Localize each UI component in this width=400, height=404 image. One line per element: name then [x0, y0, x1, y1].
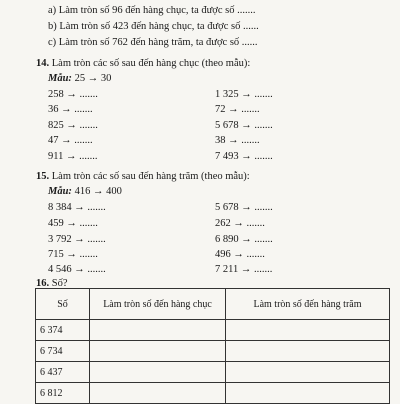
table-cell-tens-blank[interactable]: [90, 383, 226, 404]
q15-left-item: 3 792 → .......: [48, 234, 106, 245]
q13-part-c: c) Làm tròn số 762 đến hàng trăm, ta được số ......: [48, 37, 258, 48]
table-cell-hundreds-blank[interactable]: [226, 362, 390, 383]
table-header-tens: Làm tròn số đến hàng chục: [90, 289, 226, 320]
q14-left-item: 911 → .......: [48, 151, 98, 162]
q14-left-item: 825 → .......: [48, 120, 98, 131]
table-cell-hundreds-blank[interactable]: [226, 341, 390, 362]
q15-left-item: 4 546 → .......: [48, 264, 106, 275]
q15-right-item: 496 → .......: [215, 249, 265, 260]
table-cell-number: 6 812: [36, 383, 90, 404]
q15-title: Làm tròn các số sau đến hàng trăm (theo mẫu):: [51, 171, 250, 182]
table-row: [36, 341, 390, 362]
q16-title: Số?: [51, 278, 68, 289]
q15-heading: [36, 171, 250, 183]
table-row: [36, 383, 390, 404]
q15-right-item: 7 211 → .......: [215, 264, 273, 275]
rounding-table: [35, 288, 390, 404]
table-cell-hundreds-blank[interactable]: [226, 383, 390, 404]
q14-left-item: 47 → .......: [48, 135, 93, 146]
table-header-row: [36, 289, 390, 320]
table-cell-tens-blank[interactable]: [90, 362, 226, 383]
q15-left-item: 8 384 → .......: [48, 202, 106, 213]
table-cell-number: 6 374: [36, 320, 90, 341]
q15-number: 15.: [36, 171, 50, 182]
q13-part-b: b) Làm tròn số 423 đến hàng chục, ta được số ......: [48, 21, 259, 32]
q15-left-item: 459 → .......: [48, 218, 98, 229]
table-row: [36, 362, 390, 383]
q15-sample-value: 416 → 400: [74, 186, 122, 197]
q14-heading: [36, 58, 250, 70]
q14-right-item: 38 → .......: [215, 135, 260, 146]
q14-sample-label: Mẫu:: [48, 73, 72, 84]
q14-right-item: 1 325 → .......: [215, 89, 273, 100]
q14-title: Làm tròn các số sau đến hàng chục (theo mẫu):: [51, 58, 251, 69]
table-header-number: Số: [36, 289, 90, 320]
q15-sample: [48, 186, 122, 198]
q15-right-item: 262 → .......: [215, 218, 265, 229]
q15-sample-label: Mẫu:: [48, 186, 72, 197]
q14-left-item: 36 → .......: [48, 104, 93, 115]
table-row: [36, 320, 390, 341]
q15-right-item: 6 890 → .......: [215, 234, 273, 245]
table-cell-number: 6 437: [36, 362, 90, 383]
q13-part-a: a) Làm tròn số 96 đến hàng chục, ta được số .......: [48, 5, 256, 16]
table-cell-number: 6 734: [36, 341, 90, 362]
q15-right-item: 5 678 → .......: [215, 202, 273, 213]
q16-number: 16.: [36, 278, 50, 289]
q14-right-item: 72 → .......: [215, 104, 260, 115]
q14-left-item: 258 → .......: [48, 89, 98, 100]
q14-right-item: 7 493 → .......: [215, 151, 273, 162]
table-cell-tens-blank[interactable]: [90, 341, 226, 362]
q14-sample-value: 25 → 30: [74, 73, 112, 84]
q14-right-item: 5 678 → .......: [215, 120, 273, 131]
table-cell-tens-blank[interactable]: [90, 320, 226, 341]
table-header-hundreds: Làm tròn số đến hàng trăm: [226, 289, 390, 320]
q14-number: 14.: [36, 58, 50, 69]
q14-sample: [48, 73, 111, 85]
q15-left-item: 715 → .......: [48, 249, 98, 260]
table-cell-hundreds-blank[interactable]: [226, 320, 390, 341]
